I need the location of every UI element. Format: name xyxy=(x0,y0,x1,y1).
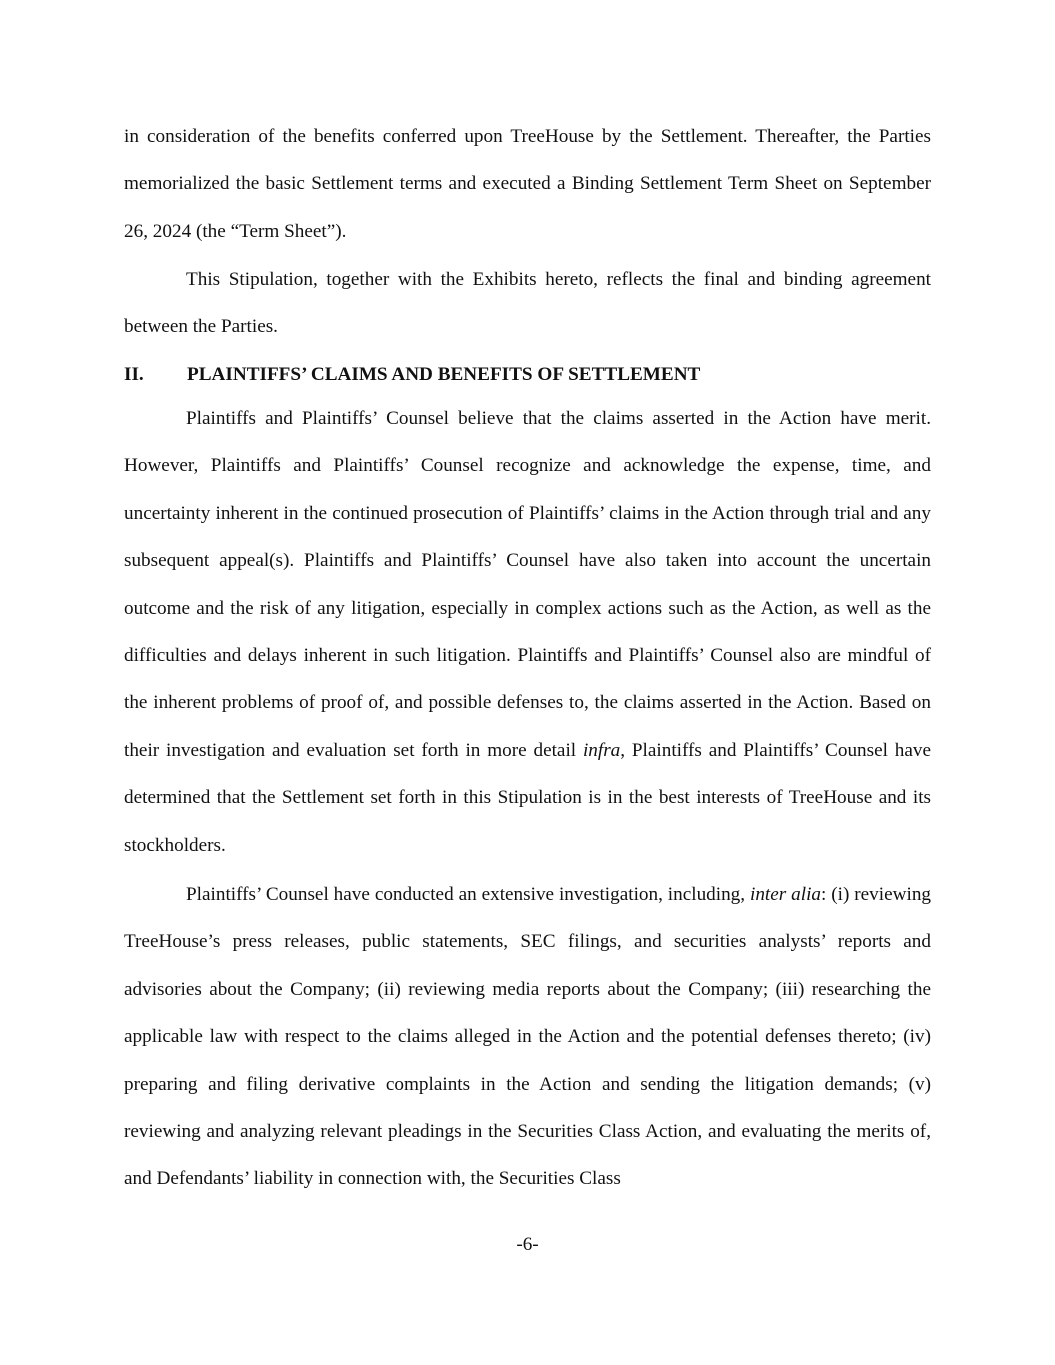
paragraph-investigation-text-1: Plaintiffs’ Counsel have conducted an extensive investigation, including, xyxy=(186,884,750,905)
paragraph-claims-merit xyxy=(124,395,931,869)
paragraph-investigation-text-2: : (i) reviewing TreeHouse’s press releases, public statements, SEC filings, and securities analysts’ reports and advisories about the Company; (ii) reviewing media reports about the Company; (iii) researching the applicable law with respect to the claims alleged in the Action and the potential defenses thereto; (iv) preparing and filing derivative complaints in the Action and sending the litigation demands; (v) reviewing and analyzing relevant pleadings in the Securities Class Action, and evaluating the merits of, and Defendants’ liability in connection with, the Securities Class xyxy=(124,884,932,1190)
paragraph-stipulation: This Stipulation, together with the Exhibits hereto, reflects the final and binding agreement between the Parties. xyxy=(124,269,931,338)
paragraph-investigation xyxy=(124,871,931,1203)
italic-infra: infra xyxy=(582,739,621,761)
page-number: -6- xyxy=(516,1234,539,1255)
paragraph-term-sheet: in consideration of the benefits conferred upon TreeHouse by the Settlement. Thereafter, the Parties memorialized the basic Settlement terms and executed a Binding Settlement Term Sheet on September 26, 2024 (the “Term Sheet”). xyxy=(124,126,931,242)
section-heading xyxy=(124,358,931,392)
paragraph-claims-text-1: Plaintiffs and Plaintiffs’ Counsel believe that the claims asserted in the Action have merit. However, Plaintiffs and Plaintiffs’ Counsel recognize and acknowledge the expense, time, and uncertainty inherent in the continued prosecution of Plaintiffs’ claims in the Action through trial and any subsequent appeal(s). Plaintiffs and Plaintiffs’ Counsel have also taken into account the uncertain outcome and the risk of any litigation, especially in complex actions such as the Action, as well as the difficulties and delays inherent in such litigation. Plaintiffs and Plaintiffs’ Counsel also are mindful of the inherent problems of proof of, and possible defenses to, the claims asserted in the Action. Based on their investigation and evaluation set forth in more detail xyxy=(124,408,931,761)
section-number: II. xyxy=(124,364,144,385)
paragraph-claims-text-2: , Plaintiffs and Plaintiffs’ Counsel have determined that the Settlement set forth in this Stipulation is in the best interests of TreeHouse and its stockholders. xyxy=(124,739,931,856)
section-title: PLAINTIFFS’ CLAIMS AND BENEFITS OF SETTLEMENT xyxy=(187,364,701,385)
italic-inter-alia: inter alia xyxy=(750,884,822,905)
